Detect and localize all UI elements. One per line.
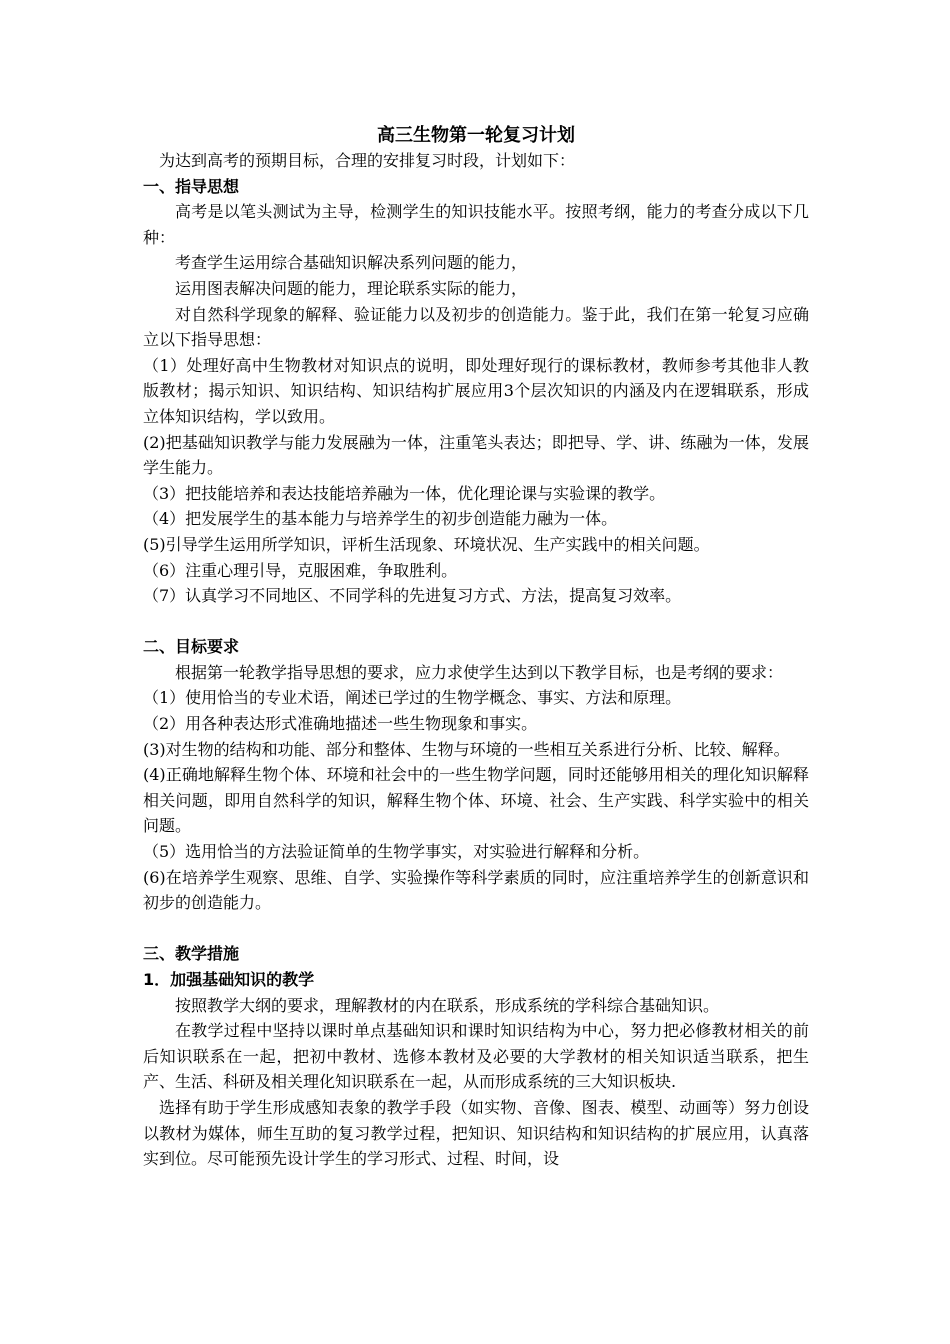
guideline-item: (5)引导学生运用所学知识，评析生活现象、环境状况、生产实践中的相关问题。: [143, 534, 710, 554]
section3-paragraph: 在教学过程中坚持以课时单点基础知识和课时知识结构为中心，努力把必修教材相关的前后知识联系在一起，把初中教材、选修本教材及必要的大学教材的相关知识适当联系，把生产、生活、科研及相关理化知识联系在一起，从而形成系统的三大知识板块.: [143, 1021, 809, 1092]
guideline-item: （7）认真学习不同地区、不同学科的先进复习方式、方法，提高复习效率。: [143, 586, 682, 606]
document-page: [143, 124, 809, 1172]
goal-item: (6)在培养学生观察、思维、自学、实验操作等科学素质的同时，应注重培养学生的创新意识和初步的创造能力。: [143, 867, 809, 913]
section1-heading: 一、指导思想: [143, 176, 240, 196]
guideline-item: (2)把基础知识教学与能力发展融为一体，注重笔头表达；即把导、学、讲、练融为一体，发展学生能力。: [143, 432, 809, 478]
section3-subheading: 1．加强基础知识的教学: [143, 970, 315, 989]
section1-paragraph: 高考是以笔头测试为主导，检测学生的知识技能水平。按照考纲，能力的考查分成以下几种：: [143, 202, 809, 247]
guideline-item: （4）把发展学生的基本能力与培养学生的初步创造能力融为一体。: [143, 509, 618, 529]
goal-item: （5）选用恰当的方法验证简单的生物学事实，对实验进行解释和分析。: [143, 842, 650, 862]
section2-paragraph: 根据第一轮教学指导思想的要求，应力求使学生达到以下教学目标，也是考纲的要求：: [175, 662, 784, 682]
section2-heading: 二、目标要求: [143, 637, 240, 657]
blank-line: [143, 916, 809, 942]
guideline-item: （6）注重心理引导，克服困难，争取胜利。: [143, 560, 458, 580]
goal-item: （2）用各种表达形式准确地描述一些生物现象和事实。: [143, 714, 538, 734]
intro-paragraph: 为达到高考的预期目标，合理的安排复习时段，计划如下：: [159, 151, 576, 170]
goal-item: (3)对生物的结构和功能、部分和整体、生物与环境的一些相互关系进行分析、比较、解释。: [143, 739, 790, 759]
guideline-item: （1）处理好高中生物教材对知识点的说明，即处理好现行的课标教材，教师参考其他非人教版教材；揭示知识、知识结构、知识结构扩展应用3个层次知识的内涵及内在逻辑联系，形成立体知识结构，学以致用。: [143, 355, 809, 426]
section1-paragraph: 对自然科学现象的解释、验证能力以及初步的创造能力。鉴于此，我们在第一轮复习应确立以下指导思想：: [143, 304, 809, 350]
goal-item: （1）使用恰当的专业术语，阐述已学过的生物学概念、事实、方法和原理。: [143, 688, 682, 708]
section1-paragraph: 运用图表解决问题的能力，理论联系实际的能力，: [175, 278, 528, 298]
document-title: 高三生物第一轮复习计划: [377, 125, 575, 146]
guideline-item: （3）把技能培养和表达技能培养融为一体，优化理论课与实验课的教学。: [143, 483, 666, 503]
section3-heading: 三、教学措施: [143, 944, 240, 964]
blank-line: [143, 609, 809, 635]
section3-paragraph: 按照教学大纲的要求，理解教材的内在联系，形成系统的学科综合基础知识。: [175, 995, 720, 1015]
section3-paragraph: 选择有助于学生形成感知表象的教学手段（如实物、音像、图表、模型、动画等）努力创设以教材为媒体，师生互助的复习教学过程，把知识、知识结构和知识结构的扩展应用，认真落实到位。尽可能预先设计学生的学习形式、过程、时间，设: [143, 1097, 809, 1169]
section1-paragraph: 考查学生运用综合基础知识解决系列问题的能力，: [175, 253, 528, 273]
goal-item: (4)正确地解释生物个体、环境和社会中的一些生物学问题，同时还能够用相关的理化知识解释相关问题，即用自然科学的知识，解释生物个体、环境、社会、生产实践、科学实验中的相关问题。: [143, 765, 809, 836]
